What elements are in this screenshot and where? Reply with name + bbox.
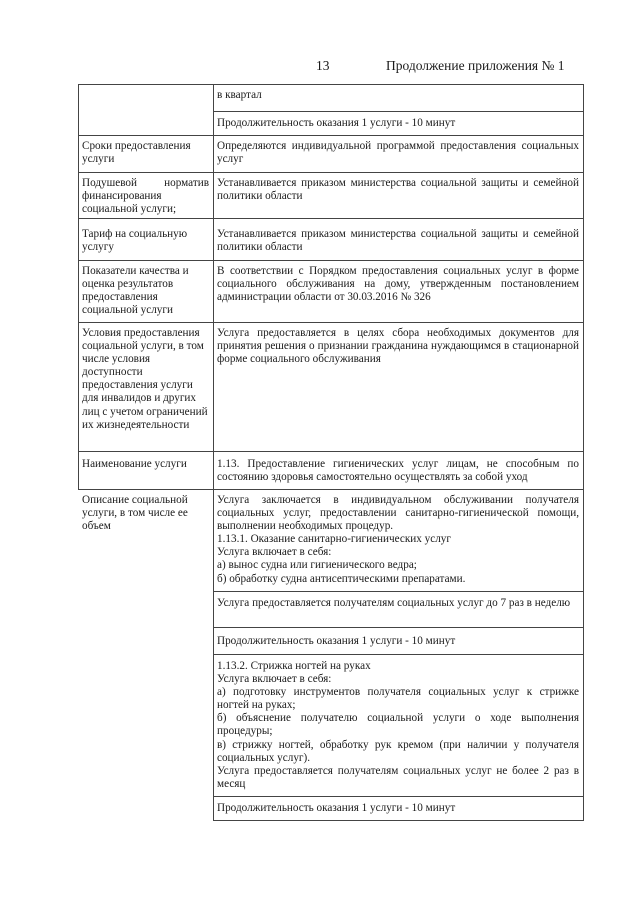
table-row-left-cell <box>82 458 209 471</box>
table-row-right-cell <box>217 660 579 791</box>
cell-text: Услуга включает в себя: <box>217 546 332 559</box>
subrow-divider <box>213 627 584 628</box>
table-row-right-cell <box>217 177 579 203</box>
cell-text: Услуга предоставляется получателям социальных услуг до 7 раз в неделю <box>217 597 571 609</box>
cell-text: 1.13.2. Стрижка ногтей на руках <box>217 660 371 672</box>
table-row-left-cell <box>82 265 209 317</box>
table-row-right-cell <box>217 89 579 102</box>
row-divider <box>78 489 584 490</box>
cell-text: а) подготовку инструментов получателя социальных услуг к стрижке ногтей на руках; <box>217 686 579 712</box>
row-label: Тариф на социальную услугу <box>82 228 188 254</box>
cell-text: Услуга включает в себя: <box>217 673 332 686</box>
row-label: Условия предоставления социальной услуги, в том числе условия доступности предоставления услуги для инвалидов и других лиц с учетом ограничений их жизнедеятельности <box>82 327 208 431</box>
table-row-right-cell <box>217 458 579 484</box>
cell-text: б) обработку судна антисептическими препаратами. <box>217 572 466 585</box>
cell-text: Услуга заключается в индивидуальном обслуживании получателя социальных услуг, предоставлении санитарно-гигиенической помощи, выполнении необходимых процедур. <box>217 494 579 533</box>
row-divider <box>78 172 584 173</box>
table-row-right-cell <box>217 494 579 586</box>
cell-text: Устанавливается приказом министерства социальной защиты и семейной политики области <box>217 228 579 254</box>
subrow-divider <box>213 796 584 797</box>
table-border-top <box>78 84 584 85</box>
cell-text: В соответствии с Порядком предоставления социальных услуг в форме социального обслуживания на дому, утвержденным постановлением администрации области от 30.03.2016 № 326 <box>217 265 579 304</box>
table-border-left <box>78 84 79 489</box>
table-row-left-cell <box>82 327 209 432</box>
column-divider <box>213 84 214 821</box>
cell-text: Продолжительность оказания 1 услуги - 10 минут <box>217 635 456 647</box>
table-row-left-cell <box>82 177 209 216</box>
row-label: Наименование услуги <box>82 458 187 470</box>
row-divider <box>78 260 584 261</box>
row-divider <box>78 218 584 219</box>
cell-text: в квартал <box>217 89 262 101</box>
table-row-right-cell <box>217 802 579 815</box>
cell-text: Устанавливается приказом министерства социальной защиты и семейной политики области <box>217 177 579 203</box>
cell-text: Продолжительность оказания 1 услуги - 10 минут <box>217 117 456 129</box>
row-label: Описание социальной услуги, в том числе ее объем <box>82 494 188 533</box>
table-row-left-cell <box>82 140 209 166</box>
table-row-right-cell <box>217 597 579 610</box>
appendix-continuation-header: Продолжение приложения № 1 <box>386 58 565 73</box>
cell-text: Услуга предоставляется получателям социальных услуг не более 2 раз в месяц <box>217 764 579 790</box>
cell-text: Продолжительность оказания 1 услуги - 10 минут <box>217 802 456 814</box>
cell-text: а) вынос судна или гигиенического ведра; <box>217 559 417 572</box>
cell-text: 1.13. Предоставление гигиенических услуг лицам, не способным по состоянию здоровья самостоятельно осуществлять за собой уход <box>217 458 579 484</box>
row-label: Сроки предоставления услуги <box>82 140 191 166</box>
row-label: Показатели качества и оценка результатов предоставления социальной услуги <box>82 265 189 317</box>
row-divider <box>78 135 584 136</box>
table-row-right-cell <box>217 117 579 130</box>
table-border-right <box>583 84 584 821</box>
table-row-right-cell <box>217 228 579 254</box>
table-row-right-cell <box>217 140 579 166</box>
cell-text: Услуга предоставляется в целях сбора необходимых документов для принятия решения о признании гражданина нуждающимся в стационарной форме социального обслуживания <box>217 327 579 366</box>
cell-text: Определяются индивидуальной программой предоставления социальных услуг <box>217 140 579 166</box>
table-row-right-cell <box>217 265 579 304</box>
table-row-left-cell <box>82 228 209 254</box>
table-row-left-cell <box>82 494 209 533</box>
subrow-divider <box>213 111 584 112</box>
cell-text: б) объяснение получателю социальной услуги о ходе выполнения процедуры; <box>217 712 579 738</box>
table-border-bottom <box>213 820 584 821</box>
table-row-right-cell <box>217 327 579 366</box>
row-divider <box>78 451 584 452</box>
subrow-divider <box>213 591 584 592</box>
table-row-right-cell <box>217 635 579 648</box>
row-divider <box>78 322 584 323</box>
subrow-divider <box>213 654 584 655</box>
cell-text: 1.13.1. Оказание санитарно-гигиенических услуг <box>217 533 451 546</box>
cell-text: в) стрижку ногтей, обработку рук кремом (при наличии у получателя социальных услуг). <box>217 738 579 764</box>
page-number: 13 <box>316 58 330 73</box>
row-label: Подушевой норматив финансирования социальной услуги; <box>82 177 209 216</box>
services-table <box>78 84 584 821</box>
